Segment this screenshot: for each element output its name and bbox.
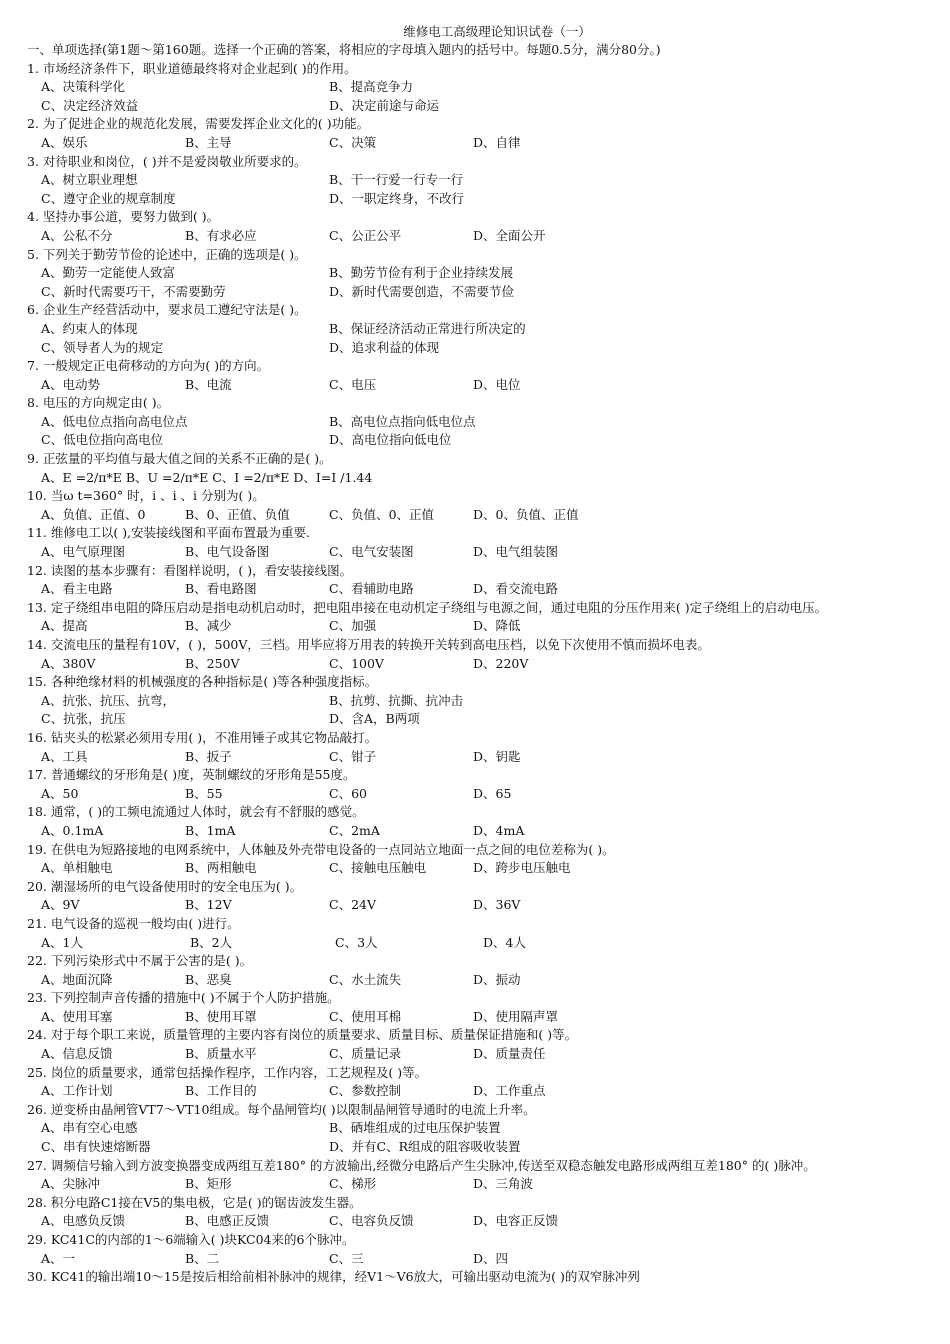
answer-option: C、2mA	[329, 822, 380, 838]
answer-option: B、两相触电	[185, 860, 257, 876]
page-title: 维修电工高级理论知识试卷（一）	[403, 24, 591, 39]
answer-option: B、电流	[185, 376, 232, 392]
question-item	[27, 562, 927, 599]
question-item	[27, 841, 927, 878]
answer-option: D、新时代需要创造，不需要节俭	[329, 283, 515, 299]
answer-option: A、低电位点指向高电位点	[41, 413, 188, 429]
question-item	[27, 524, 927, 561]
answer-option: C、加强	[329, 618, 377, 634]
answer-option: D、四	[473, 1250, 509, 1266]
options-row	[27, 1138, 927, 1157]
options-row	[27, 655, 927, 674]
answer-option: B、保证经济活动正常进行所决定的	[329, 320, 526, 336]
answer-option: B、减少	[185, 618, 232, 634]
answer-option: A、地面沉降	[41, 971, 113, 987]
options-row	[27, 506, 927, 525]
question-list	[27, 60, 927, 1287]
question-item	[27, 636, 927, 673]
options-row	[27, 134, 927, 153]
question-stem: 2. 为了促进企业的规范化发展，需要发挥企业文化的( )功能。	[27, 116, 370, 132]
question-stem: 19. 在供电为短路接地的电网系统中，人体触及外壳带电设备的一点同站立地面一点之间的电位差称为( )。	[27, 841, 615, 857]
answer-option: D、36V	[473, 897, 521, 913]
answer-option: A、电气原理图	[41, 544, 126, 560]
options-row	[27, 1175, 927, 1194]
question-item	[27, 394, 927, 450]
options-row	[27, 1045, 927, 1064]
answer-option: C、质量记录	[329, 1046, 402, 1062]
question-stem: 18. 通常，( )的工频电流通过人体时，就会有不舒服的感觉。	[27, 804, 365, 820]
answer-option: A、单相触电	[41, 860, 113, 876]
answer-option: D、高电位指向低电位	[329, 432, 452, 448]
options-row	[27, 971, 927, 990]
question-stem: 15. 各种绝缘材料的机械强度的各种指标是( )等各种强度指标。	[27, 674, 378, 690]
answer-option: B、高电位点指向低电位点	[329, 413, 476, 429]
question-stem: 24. 对于每个职工来说，质量管理的主要内容有岗位的质量要求、质量目标、质量保证措施和( )等。	[27, 1027, 578, 1043]
answer-option: B、有求必应	[185, 227, 257, 243]
question-stem: 30. KC41的输出端10～15是按后相给前相补脉冲的规律，经V1～V6放大，可输出驱动电流为( )的双窄脉冲列	[27, 1269, 640, 1285]
options-row	[27, 227, 927, 246]
question-stem: 13. 定子绕组串电阻的降压启动是指电动机启动时，把电阻串接在电动机定子绕组与电源之间，通过电阻的分压作用来( )定子绕组上的启动电压。	[27, 599, 828, 615]
answer-option: B、抗剪、抗撕、抗冲击	[329, 692, 464, 708]
options-row	[27, 822, 927, 841]
answer-option: B、工作目的	[185, 1083, 257, 1099]
question-stem: 3. 对待职业和岗位，( )并不是爱岗敬业所要求的。	[27, 153, 307, 169]
answer-option: C、领导者人为的规定	[41, 339, 164, 355]
question-stem: 16. 钻夹头的松紧必须用专用( )，不准用锤子或其它物品敲打。	[27, 729, 378, 745]
options-row	[27, 171, 927, 190]
options-row	[27, 376, 927, 395]
options-row	[27, 320, 927, 339]
options-row	[27, 580, 927, 599]
answer-option: B、12V	[185, 897, 232, 913]
answer-option: B、1mA	[185, 822, 236, 838]
answer-option: C、看辅助电路	[329, 581, 414, 597]
answer-option: B、电感正反馈	[185, 1213, 270, 1229]
question-item	[27, 1194, 927, 1231]
answer-option: A、树立职业理想	[41, 172, 138, 188]
answer-option: C、低电位指向高电位	[41, 432, 164, 448]
answer-option: C、决定经济效益	[41, 97, 139, 113]
answer-option: C、钳子	[329, 748, 377, 764]
answer-option: B、勤劳节俭有利于企业持续发展	[329, 265, 514, 281]
options-row	[27, 283, 927, 302]
answer-option: D、全面公开	[473, 227, 546, 243]
question-stem: 7. 一般规定正电荷移动的方向为( )的方向。	[27, 358, 270, 374]
options-row	[27, 617, 927, 636]
question-item	[27, 1101, 927, 1157]
options-row	[27, 469, 927, 488]
answer-option: A、一	[41, 1250, 76, 1266]
question-item	[27, 878, 927, 915]
answer-option: A、看主电路	[41, 581, 113, 597]
answer-option: A、电感负反馈	[41, 1213, 126, 1229]
options-row	[27, 413, 927, 432]
options-row	[27, 934, 927, 953]
question-item	[27, 1268, 927, 1287]
options-row	[27, 78, 927, 97]
answer-option: D、自律	[473, 134, 521, 150]
answer-option: D、看交流电路	[473, 581, 559, 597]
answer-option: B、硒堆组成的过电压保护装置	[329, 1120, 501, 1136]
answer-option: A、0.1mA	[41, 822, 104, 838]
answer-option: B、55	[185, 785, 223, 801]
answer-option: B、矩形	[185, 1176, 232, 1192]
answer-option: B、干一行爱一行专一行	[329, 172, 464, 188]
question-item	[27, 450, 927, 487]
question-item	[27, 153, 927, 209]
options-row	[27, 543, 927, 562]
answer-option: D、一职定终身，不改行	[329, 190, 465, 206]
answer-option: A、决策科学化	[41, 79, 126, 95]
options-row	[27, 1250, 927, 1269]
question-stem: 20. 潮湿场所的电气设备使用时的安全电压为( )。	[27, 878, 303, 894]
question-stem: 4. 坚持办事公道，要努力做到( )。	[27, 209, 220, 225]
question-item	[27, 60, 927, 116]
answer-option: A、使用耳塞	[41, 1008, 113, 1024]
answer-option: C、3人	[335, 934, 378, 950]
answer-option: B、看电路图	[185, 581, 257, 597]
question-item	[27, 1064, 927, 1101]
answer-option: A、约束人的体现	[41, 320, 138, 336]
answer-option: B、0、正值、负值	[185, 506, 290, 522]
answer-option: D、并有C、R组成的阻容吸收装置	[329, 1139, 521, 1155]
answer-option: D、4mA	[473, 822, 525, 838]
answer-option: C、水土流失	[329, 971, 402, 987]
question-stem: 6. 企业生产经营活动中，要求员工遵纪守法是( )。	[27, 302, 307, 318]
answer-option: A、9V	[41, 897, 80, 913]
answer-option: D、工作重点	[473, 1083, 546, 1099]
answer-option: A、勤劳一定能使人致富	[41, 265, 176, 281]
question-item	[27, 989, 927, 1026]
answer-option: C、公正公平	[329, 227, 402, 243]
question-stem: 25. 岗位的质量要求，通常包括操作程序，工作内容，工艺规程及( )等。	[27, 1064, 428, 1080]
question-item	[27, 357, 927, 394]
question-item	[27, 208, 927, 245]
answer-option: D、三角波	[473, 1176, 534, 1192]
answer-option: A、380V	[41, 655, 96, 671]
answer-option: B、二	[185, 1250, 220, 1266]
options-row	[27, 710, 927, 729]
question-item	[27, 301, 927, 357]
answer-option: C、决策	[329, 134, 377, 150]
question-item	[27, 1026, 927, 1063]
question-stem: 1. 市场经济条件下，职业道德最终将对企业起到( )的作用。	[27, 60, 357, 76]
answer-option: C、电压	[329, 376, 377, 392]
question-item	[27, 729, 927, 766]
options-row	[27, 339, 927, 358]
question-stem: 5. 下列关于勤劳节俭的论述中，正确的选项是( )。	[27, 246, 307, 262]
answer-option: A、工作计划	[41, 1083, 113, 1099]
answer-option: D、电气组装图	[473, 544, 559, 560]
section-heading: 一、单项选择(第1题～第160题。选择一个正确的答案，将相应的字母填入题内的括号中。每题0.5分，满分80分。)	[27, 42, 661, 57]
question-stem: 17. 普通螺纹的牙形角是( )度，英制螺纹的牙形角是55度。	[27, 767, 356, 783]
answer-option: B、提高竞争力	[329, 79, 414, 95]
answer-option: D、振动	[473, 971, 521, 987]
answer-option: D、质量责任	[473, 1046, 546, 1062]
options-row	[27, 748, 927, 767]
answer-option: A、工具	[41, 748, 88, 764]
answer-option: D、0、负值、正值	[473, 506, 579, 522]
options-row	[27, 1212, 927, 1231]
question-item	[27, 1157, 927, 1194]
answer-option: C、接触电压触电	[329, 860, 427, 876]
answer-option: A、E =2/π*E B、U =2/π*E C、I =2/π*E D、I=I /1.44	[41, 469, 373, 485]
question-item	[27, 246, 927, 302]
answer-option: A、负值、正值、0	[41, 506, 146, 522]
answer-option: B、恶臭	[185, 971, 232, 987]
answer-option: D、含A，B两项	[329, 711, 420, 727]
options-row	[27, 264, 927, 283]
answer-option: C、串有快速熔断器	[41, 1139, 151, 1155]
question-stem: 29. KC41C的内部的1～6端输入( )块KC04来的6个脉冲。	[27, 1232, 355, 1247]
answer-option: D、决定前途与命运	[329, 97, 440, 113]
question-stem: 22. 下列污染形式中不属于公害的是( )。	[27, 953, 253, 969]
answer-option: A、抗张、抗压、抗弯，	[41, 692, 176, 708]
answer-option: B、主导	[185, 134, 232, 150]
answer-option: D、65	[473, 785, 512, 801]
answer-option: B、使用耳罩	[185, 1008, 257, 1024]
options-row	[27, 190, 927, 209]
question-item	[27, 487, 927, 524]
answer-option: A、电动势	[41, 376, 101, 392]
question-stem: 12. 读图的基本步骤有：看图样说明，( )，看安装接线图。	[27, 562, 353, 578]
question-stem: 26. 逆变桥由晶闸管VT7～VT10组成。每个晶闸管均( )以限制晶闸管导通时的电流上升率。	[27, 1101, 536, 1117]
question-stem: 23. 下列控制声音传播的措施中( )不属于个人防护措施。	[27, 990, 340, 1006]
answer-option: C、负值、0、正值	[329, 506, 435, 522]
question-stem: 10. 当ω t=360° 时，i 、i 、i 分别为( )。	[27, 488, 265, 504]
options-row	[27, 859, 927, 878]
question-item	[27, 803, 927, 840]
question-stem: 11. 维修电工以( ),安装接线图和平面布置最为重要.	[27, 525, 311, 541]
answer-option: C、60	[329, 785, 367, 801]
question-item	[27, 952, 927, 989]
answer-option: D、电位	[473, 376, 521, 392]
answer-option: C、抗张，抗压	[41, 711, 126, 727]
answer-option: B、电气设备图	[185, 544, 270, 560]
answer-option: B、2人	[190, 934, 233, 950]
question-item	[27, 915, 927, 952]
answer-option: C、梯形	[329, 1176, 377, 1192]
answer-option: B、扳子	[185, 748, 232, 764]
answer-option: A、公私不分	[41, 227, 113, 243]
answer-option: A、1人	[41, 934, 83, 950]
answer-option: A、串有空心电感	[41, 1120, 138, 1136]
answer-option: C、参数控制	[329, 1083, 402, 1099]
answer-option: D、跨步电压触电	[473, 860, 571, 876]
answer-option: C、电容负反馈	[329, 1213, 414, 1229]
answer-option: B、质量水平	[185, 1046, 257, 1062]
question-stem: 14. 交流电压的量程有10V，( )，500V，三档。用毕应将万用表的转换开关转到高电压档，以免下次使用不慎而损坏电表。	[27, 637, 710, 652]
answer-option: D、追求利益的体现	[329, 339, 440, 355]
options-row	[27, 1082, 927, 1101]
answer-option: C、使用耳棉	[329, 1008, 402, 1024]
options-row	[27, 1119, 927, 1138]
question-item	[27, 766, 927, 803]
answer-option: D、220V	[473, 655, 529, 671]
options-row	[27, 785, 927, 804]
options-row	[27, 97, 927, 116]
question-item	[27, 599, 927, 636]
answer-option: C、遵守企业的规章制度	[41, 190, 176, 206]
question-item	[27, 1231, 927, 1268]
answer-option: D、降低	[473, 618, 521, 634]
answer-option: D、钥匙	[473, 748, 521, 764]
answer-option: A、娱乐	[41, 134, 88, 150]
answer-option: C、三	[329, 1250, 364, 1266]
answer-option: C、100V	[329, 655, 384, 671]
options-row	[27, 1008, 927, 1027]
exam-page	[27, 22, 927, 1287]
options-row	[27, 896, 927, 915]
answer-option: A、提高	[41, 618, 88, 634]
options-row	[27, 692, 927, 711]
question-stem: 8. 电压的方向规定由( )。	[27, 395, 170, 411]
question-stem: 28. 积分电路C1接在V5的集电极，它是( )的锯齿波发生器。	[27, 1194, 362, 1210]
answer-option: D、4人	[483, 934, 526, 950]
answer-option: A、尖脉冲	[41, 1176, 101, 1192]
question-stem: 27. 调频信号输入到方波变换器变成两组互差180° 的方波输出,经微分电路后产生尖脉冲,传送至双稳态触发电路形成两组互差180° 的( )脉冲。	[27, 1157, 816, 1173]
answer-option: C、新时代需要巧干，不需要勤劳	[41, 283, 226, 299]
answer-option: D、使用隔声罩	[473, 1008, 559, 1024]
options-row	[27, 431, 927, 450]
answer-option: A、信息反馈	[41, 1046, 113, 1062]
answer-option: D、电容正反馈	[473, 1213, 559, 1229]
question-item	[27, 673, 927, 729]
question-item	[27, 115, 927, 152]
answer-option: C、电气安装图	[329, 544, 414, 560]
answer-option: C、24V	[329, 897, 376, 913]
question-stem: 9. 正弦量的平均值与最大值之间的关系不正确的是( )。	[27, 451, 332, 467]
question-stem: 21. 电气设备的巡视一般均由( )进行。	[27, 915, 240, 931]
answer-option: A、50	[41, 785, 79, 801]
answer-option: B、250V	[185, 655, 240, 671]
